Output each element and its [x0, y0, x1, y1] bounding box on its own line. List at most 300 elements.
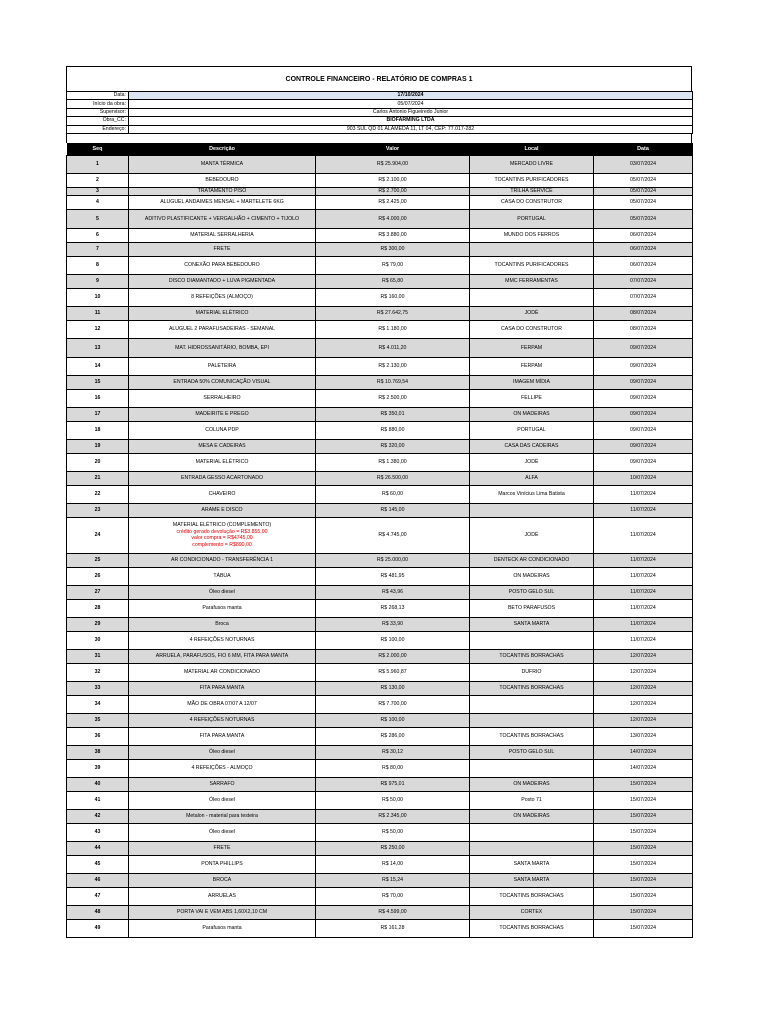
location-cell: MERCADO LIVRE	[470, 155, 594, 173]
info-row	[67, 92, 693, 100]
seq-cell: 4	[67, 195, 129, 209]
description-cell: MATERIAL SERRALHERIA	[129, 228, 316, 242]
description-cell: MADEIRITE E PREGO	[129, 407, 316, 421]
column-header: Data	[594, 143, 693, 156]
description-cell: Óleo diesel	[129, 745, 316, 759]
description-cell: FRETE	[129, 242, 316, 256]
date-cell: 09/07/2024	[594, 453, 693, 471]
table-row	[67, 727, 693, 745]
value-cell: R$ 286,00	[316, 727, 470, 745]
date-cell: 09/07/2024	[594, 439, 693, 453]
seq-cell: 32	[67, 663, 129, 681]
seq-cell: 27	[67, 585, 129, 599]
date-cell: 12/07/2024	[594, 649, 693, 663]
seq-cell: 40	[67, 777, 129, 791]
report-title: CONTROLE FINANCEIRO - RELATÓRIO DE COMPRAS 1	[66, 66, 692, 91]
table-row	[67, 320, 693, 338]
seq-cell: 41	[67, 791, 129, 809]
seq-cell: 14	[67, 357, 129, 375]
seq-cell: 28	[67, 599, 129, 617]
column-header: Local	[470, 143, 594, 156]
description-cell: ADITIVO PLASTIFICANTE + VERGALHÃO + CIMENTO + TIJOLO	[129, 209, 316, 228]
description-cell: 4 REFEIÇÕES - ALMOÇO	[129, 759, 316, 777]
date-cell: 11/07/2024	[594, 599, 693, 617]
date-cell: 05/07/2024	[594, 195, 693, 209]
date-cell: 12/07/2024	[594, 681, 693, 695]
column-header: Descrição	[129, 143, 316, 156]
table-row	[67, 777, 693, 791]
seq-cell: 45	[67, 855, 129, 873]
date-cell: 11/07/2024	[594, 553, 693, 567]
seq-cell: 24	[67, 517, 129, 553]
table-row	[67, 187, 693, 195]
table-row	[67, 553, 693, 567]
info-label: Obra_CC:	[67, 117, 129, 125]
description-cell: ALUGUEL 2 PARAFUSADEIRAS - SEMANAL	[129, 320, 316, 338]
table-header-row	[67, 143, 693, 156]
value-cell: R$ 26.500,00	[316, 471, 470, 485]
info-label: Início da obra:	[67, 100, 129, 108]
location-cell: TRILHA SERVICE	[470, 187, 594, 195]
seq-cell: 3	[67, 187, 129, 195]
location-cell: POSTO GELO SUL	[470, 745, 594, 759]
table-row	[67, 887, 693, 905]
column-header: Seq	[67, 143, 129, 156]
value-cell: R$ 300,00	[316, 242, 470, 256]
info-value: 17/10/2024	[129, 92, 693, 100]
description-cell: CHAVEIRO	[129, 485, 316, 503]
date-cell: 15/07/2024	[594, 841, 693, 855]
info-row	[67, 117, 693, 125]
table-row	[67, 919, 693, 937]
description-cell: FITA PARA MANTA	[129, 727, 316, 745]
value-cell: R$ 481,95	[316, 567, 470, 585]
table-row	[67, 503, 693, 517]
table-row	[67, 274, 693, 288]
seq-cell: 13	[67, 338, 129, 357]
location-cell: TOCANTINS PURIFICADORES	[470, 256, 594, 274]
seq-cell: 11	[67, 306, 129, 320]
table-row	[67, 389, 693, 407]
date-cell: 11/07/2024	[594, 617, 693, 631]
date-cell: 09/07/2024	[594, 357, 693, 375]
date-cell: 11/07/2024	[594, 567, 693, 585]
info-value: 05/07/2024	[129, 100, 693, 108]
description-cell: Óleo diesel	[129, 823, 316, 841]
date-cell: 13/07/2024	[594, 727, 693, 745]
location-cell: TOCANTINS BORRACHAS	[470, 727, 594, 745]
description-cell: ENTRADA 50% COMUNICAÇÃO VISUAL	[129, 375, 316, 389]
description-cell: PONTA PHILLIPS	[129, 855, 316, 873]
value-cell: R$ 65,80	[316, 274, 470, 288]
seq-cell: 18	[67, 421, 129, 439]
table-row	[67, 855, 693, 873]
seq-cell: 6	[67, 228, 129, 242]
description-text: MATERIAL ELÉTRICO (COMPLEMENTO)	[172, 522, 272, 529]
location-cell: DENTECK AR CONDICIONADO	[470, 553, 594, 567]
seq-cell: 33	[67, 681, 129, 695]
value-cell: R$ 2.700,00	[316, 187, 470, 195]
location-cell: FELLIPE	[470, 389, 594, 407]
value-cell: R$ 1.180,00	[316, 320, 470, 338]
value-cell: R$ 975,01	[316, 777, 470, 791]
location-cell	[470, 759, 594, 777]
value-cell: R$ 70,00	[316, 887, 470, 905]
purchases-table	[66, 143, 693, 938]
value-cell: R$ 79,00	[316, 256, 470, 274]
location-cell: SANTA MARTA	[470, 617, 594, 631]
seq-cell: 29	[67, 617, 129, 631]
value-cell: R$ 60,00	[316, 485, 470, 503]
value-cell: R$ 100,00	[316, 631, 470, 649]
value-cell: R$ 30,12	[316, 745, 470, 759]
location-cell: ALFA	[470, 471, 594, 485]
date-cell: 15/07/2024	[594, 919, 693, 937]
description-cell: 8 REFEIÇÕES (ALMOÇO)	[129, 288, 316, 306]
seq-cell: 31	[67, 649, 129, 663]
description-cell: Parafusos manta	[129, 599, 316, 617]
table-row	[67, 759, 693, 777]
date-cell: 15/07/2024	[594, 791, 693, 809]
date-cell: 05/07/2024	[594, 209, 693, 228]
table-row	[67, 745, 693, 759]
value-cell: R$ 5.960,87	[316, 663, 470, 681]
description-cell: Óleo diesel	[129, 791, 316, 809]
table-row	[67, 306, 693, 320]
table-row	[67, 471, 693, 485]
table-row	[67, 617, 693, 631]
info-table	[66, 91, 693, 134]
seq-cell: 16	[67, 389, 129, 407]
table-row	[67, 631, 693, 649]
info-value: 903 SUL QD 01 ALAMEDA 11, LT 04, CEP: 77.017-282	[129, 125, 693, 133]
description-cell: Parafusos manta	[129, 919, 316, 937]
location-cell	[470, 695, 594, 713]
location-cell: FERPAM	[470, 338, 594, 357]
description-cell: TÁBUA	[129, 567, 316, 585]
seq-cell: 2	[67, 173, 129, 187]
description-cell: MESA E CADEIRAS	[129, 439, 316, 453]
date-cell: 12/07/2024	[594, 713, 693, 727]
description-cell: Metalon - material para testeira	[129, 809, 316, 823]
date-cell: 11/07/2024	[594, 503, 693, 517]
value-cell: R$ 250,00	[316, 841, 470, 855]
description-cell: ALUGUEL ANDAIMES MENSAL + MARTELETE 6KG	[129, 195, 316, 209]
date-cell: 12/07/2024	[594, 695, 693, 713]
date-cell: 15/07/2024	[594, 809, 693, 823]
description-cell: MATERIAL AR CONDICIONADO	[129, 663, 316, 681]
value-cell: R$ 1.380,00	[316, 453, 470, 471]
table-row	[67, 517, 693, 553]
value-cell: R$ 4.011,20	[316, 338, 470, 357]
description-cell: COLUNA PDP	[129, 421, 316, 439]
date-cell: 09/07/2024	[594, 421, 693, 439]
date-cell: 03/07/2024	[594, 155, 693, 173]
info-row	[67, 108, 693, 116]
seq-cell: 5	[67, 209, 129, 228]
table-row	[67, 809, 693, 823]
info-value: BIOFARMING LTDA	[129, 117, 693, 125]
description-cell	[129, 517, 316, 553]
description-cell: AR CONDICIONADO - TRANSFERÊNCIA 1	[129, 553, 316, 567]
table-row	[67, 228, 693, 242]
value-cell: R$ 3.880,00	[316, 228, 470, 242]
value-cell: R$ 4.599,00	[316, 905, 470, 919]
date-cell: 09/07/2024	[594, 389, 693, 407]
date-cell: 09/07/2024	[594, 407, 693, 421]
date-cell: 12/07/2024	[594, 663, 693, 681]
table-row	[67, 681, 693, 695]
location-cell: MUNDO DOS FERROS	[470, 228, 594, 242]
seq-cell: 46	[67, 873, 129, 887]
location-cell: TOCANTINS BORRACHAS	[470, 681, 594, 695]
seq-cell: 35	[67, 713, 129, 727]
table-row	[67, 905, 693, 919]
value-cell: R$ 25.904,00	[316, 155, 470, 173]
location-cell: Marcos Vinícius Lima Batista	[470, 485, 594, 503]
info-label: Data:	[67, 92, 129, 100]
description-cell: ENTRADA GESSO ACARTONADO	[129, 471, 316, 485]
value-cell: R$ 7.700,00	[316, 695, 470, 713]
location-cell: DUFRIO	[470, 663, 594, 681]
seq-cell: 25	[67, 553, 129, 567]
value-cell: R$ 145,00	[316, 503, 470, 517]
description-cell: FITA PARA MANTA	[129, 681, 316, 695]
value-cell: R$ 2.345,00	[316, 809, 470, 823]
value-cell: R$ 2.100,00	[316, 173, 470, 187]
value-cell: R$ 25.000,00	[316, 553, 470, 567]
location-cell	[470, 841, 594, 855]
value-cell: R$ 880,00	[316, 421, 470, 439]
date-cell: 06/07/2024	[594, 242, 693, 256]
table-row	[67, 407, 693, 421]
description-cell: MATERIAL ELÉTRICO	[129, 453, 316, 471]
seq-cell: 26	[67, 567, 129, 585]
table-row	[67, 453, 693, 471]
description-cell: FRETE	[129, 841, 316, 855]
date-cell: 09/07/2024	[594, 375, 693, 389]
date-cell: 15/07/2024	[594, 887, 693, 905]
location-cell: SANTA MARTA	[470, 873, 594, 887]
table-row	[67, 599, 693, 617]
description-cell: Broca	[129, 617, 316, 631]
table-row	[67, 155, 693, 173]
date-cell: 15/07/2024	[594, 905, 693, 919]
seq-cell: 21	[67, 471, 129, 485]
info-row	[67, 125, 693, 133]
value-cell: R$ 14,00	[316, 855, 470, 873]
description-cell: MÃO DE OBRA 07/07 A 12/07	[129, 695, 316, 713]
seq-cell: 20	[67, 453, 129, 471]
value-cell: R$ 2.130,00	[316, 357, 470, 375]
seq-cell: 7	[67, 242, 129, 256]
table-row	[67, 173, 693, 187]
location-cell	[470, 242, 594, 256]
table-row	[67, 338, 693, 357]
seq-cell: 22	[67, 485, 129, 503]
table-row	[67, 873, 693, 887]
location-cell: SANTA MARTA	[470, 855, 594, 873]
table-row	[67, 791, 693, 809]
location-cell: JODÉ	[470, 453, 594, 471]
value-cell: R$ 100,00	[316, 713, 470, 727]
description-cell: SERRALHEIRO	[129, 389, 316, 407]
value-cell: R$ 2.425,00	[316, 195, 470, 209]
date-cell: 07/07/2024	[594, 288, 693, 306]
date-cell: 08/07/2024	[594, 320, 693, 338]
value-cell: R$ 4.000,00	[316, 209, 470, 228]
seq-cell: 9	[67, 274, 129, 288]
location-cell	[470, 631, 594, 649]
description-cell: BEBEDOURO	[129, 173, 316, 187]
description-cell: 4 REFEIÇÕES NOTURNAS	[129, 713, 316, 727]
location-cell: TOCANTINS PURIFICADORES	[470, 173, 594, 187]
date-cell: 05/07/2024	[594, 173, 693, 187]
value-cell: R$ 50,00	[316, 791, 470, 809]
value-cell: R$ 350,01	[316, 407, 470, 421]
seq-cell: 48	[67, 905, 129, 919]
seq-cell: 1	[67, 155, 129, 173]
date-cell: 06/07/2024	[594, 228, 693, 242]
value-cell: R$ 15,24	[316, 873, 470, 887]
table-row	[67, 375, 693, 389]
value-cell: R$ 2.500,00	[316, 389, 470, 407]
note-text: valor compra = R$4745,00	[191, 535, 253, 542]
value-cell: R$ 2.000,00	[316, 649, 470, 663]
location-cell: PORTUGAL	[470, 421, 594, 439]
table-row	[67, 421, 693, 439]
location-cell: CASA DAS CADEIRAS	[470, 439, 594, 453]
description-cell: TRATAMENTO PISO	[129, 187, 316, 195]
location-cell: ON MADEIRAS	[470, 777, 594, 791]
location-cell: JODÉ	[470, 306, 594, 320]
date-cell: 11/07/2024	[594, 517, 693, 553]
seq-cell: 17	[67, 407, 129, 421]
seq-cell: 10	[67, 288, 129, 306]
value-cell: R$ 10.769,54	[316, 375, 470, 389]
seq-cell: 15	[67, 375, 129, 389]
value-cell: R$ 161,28	[316, 919, 470, 937]
seq-cell: 8	[67, 256, 129, 274]
note-text: complemento = R$890,00	[192, 542, 252, 549]
description-cell: PORTA VAI E VEM ABS 1,60X2,10 CM	[129, 905, 316, 919]
description-cell: ARAME E DISCO	[129, 503, 316, 517]
seq-cell: 19	[67, 439, 129, 453]
seq-cell: 39	[67, 759, 129, 777]
seq-cell: 23	[67, 503, 129, 517]
table-row	[67, 439, 693, 453]
date-cell: 11/07/2024	[594, 585, 693, 599]
description-cell: MATERIAL ELÉTRICO	[129, 306, 316, 320]
table-row	[67, 585, 693, 599]
location-cell: TOCANTINS BORRACHAS	[470, 649, 594, 663]
location-cell: TOCANTINS BORRACHAS	[470, 919, 594, 937]
date-cell: 07/07/2024	[594, 274, 693, 288]
value-cell: R$ 50,00	[316, 823, 470, 841]
description-cell: PALETEIRA	[129, 357, 316, 375]
table-row	[67, 357, 693, 375]
value-cell: R$ 268,13	[316, 599, 470, 617]
description-cell: MANTA TÉRMICA	[129, 155, 316, 173]
table-row	[67, 209, 693, 228]
seq-cell: 49	[67, 919, 129, 937]
seq-cell: 43	[67, 823, 129, 841]
location-cell: FERPAM	[470, 357, 594, 375]
date-cell: 11/07/2024	[594, 631, 693, 649]
location-cell: CASA DO CONSTRUTOR	[470, 195, 594, 209]
description-cell: 4 REFEIÇÕES NOTURNAS	[129, 631, 316, 649]
seq-cell: 44	[67, 841, 129, 855]
info-label: Endereço:	[67, 125, 129, 133]
info-row	[67, 100, 693, 108]
info-label: Supervisor:	[67, 108, 129, 116]
table-row	[67, 713, 693, 727]
description-cell: ARRUELA, PARAFUSOS, FIO 6 MM, FITA PARA MANTA	[129, 649, 316, 663]
table-row	[67, 485, 693, 503]
date-cell: 15/07/2024	[594, 873, 693, 887]
location-cell: PORTUGAL	[470, 209, 594, 228]
description-cell: ARRUELAS	[129, 887, 316, 905]
value-cell: R$ 160,00	[316, 288, 470, 306]
date-cell: 11/07/2024	[594, 485, 693, 503]
table-row	[67, 649, 693, 663]
table-row	[67, 242, 693, 256]
value-cell: R$ 320,00	[316, 439, 470, 453]
location-cell: IMAGEM MÍDIA	[470, 375, 594, 389]
date-cell: 15/07/2024	[594, 777, 693, 791]
date-cell: 08/07/2024	[594, 306, 693, 320]
location-cell: CASA DO CONSTRUTOR	[470, 320, 594, 338]
table-row	[67, 663, 693, 681]
location-cell: TOCANTINS BORRACHAS	[470, 887, 594, 905]
description-cell: DISCO DIAMANTADO + LUVA PIGMENTADA	[129, 274, 316, 288]
description-cell: BROCA	[129, 873, 316, 887]
value-cell: R$ 27.642,75	[316, 306, 470, 320]
location-cell: JODÉ	[470, 517, 594, 553]
value-cell: R$ 43,96	[316, 585, 470, 599]
location-cell	[470, 288, 594, 306]
location-cell: ON MADEIRAS	[470, 809, 594, 823]
value-cell: R$ 4.745,00	[316, 517, 470, 553]
seq-cell: 34	[67, 695, 129, 713]
description-cell: Óleo diesel	[129, 585, 316, 599]
location-cell	[470, 713, 594, 727]
table-row	[67, 195, 693, 209]
location-cell: ON MADEIRAS	[470, 567, 594, 585]
location-cell: ON MADEIRAS	[470, 407, 594, 421]
location-cell: CORTEX	[470, 905, 594, 919]
info-value: Carlos Antonio Figueiredo Junior	[129, 108, 693, 116]
location-cell	[470, 503, 594, 517]
seq-cell: 30	[67, 631, 129, 649]
location-cell	[470, 823, 594, 841]
date-cell: 06/07/2024	[594, 256, 693, 274]
seq-cell: 42	[67, 809, 129, 823]
date-cell: 05/07/2024	[594, 187, 693, 195]
date-cell: 10/07/2024	[594, 471, 693, 485]
location-cell: BETO PARAFUSOS	[470, 599, 594, 617]
report-sheet	[66, 66, 692, 938]
seq-cell: 38	[67, 745, 129, 759]
column-header: Valor	[316, 143, 470, 156]
table-row	[67, 288, 693, 306]
table-row	[67, 695, 693, 713]
value-cell: R$ 130,00	[316, 681, 470, 695]
table-row	[67, 567, 693, 585]
date-cell: 14/07/2024	[594, 745, 693, 759]
spacer	[66, 134, 692, 143]
date-cell: 15/07/2024	[594, 823, 693, 841]
